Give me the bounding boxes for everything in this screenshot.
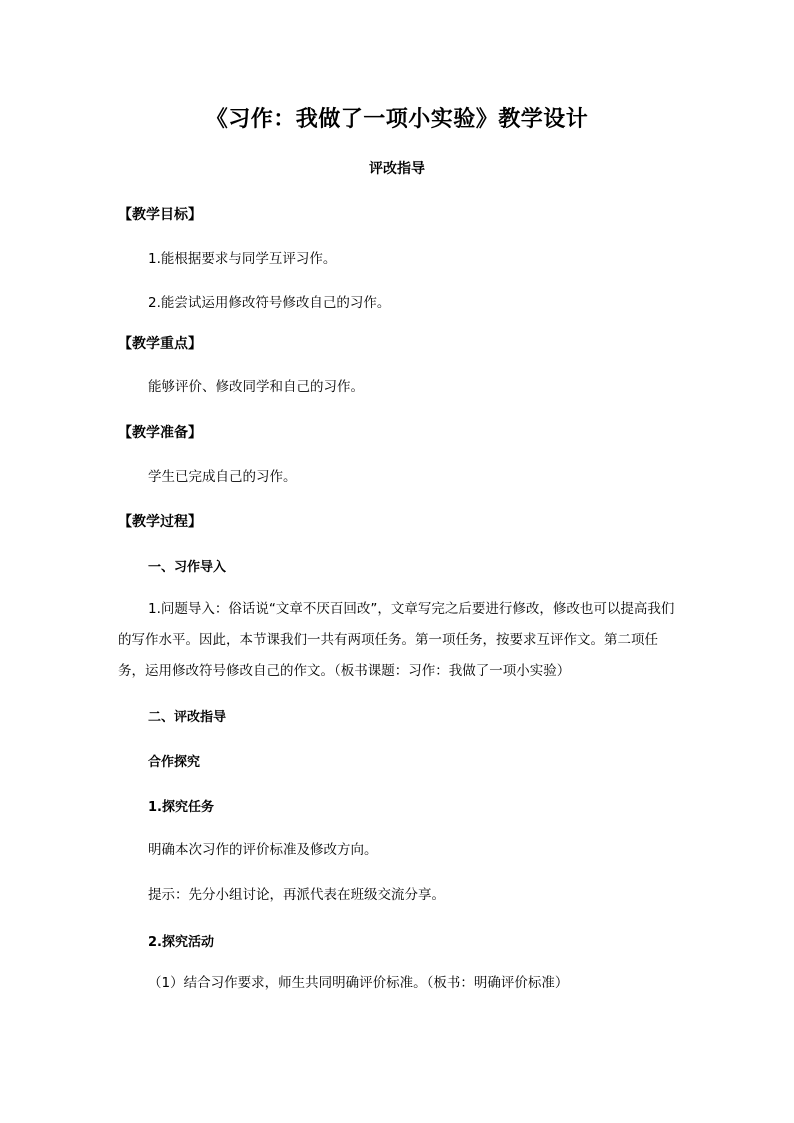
goal-item-2: 2.能尝试运用修改符号修改自己的习作。 — [148, 295, 391, 311]
step1-text: 1.问题导入：俗话说“文章不厌百回改”，文章写完之后要进行修改，修改也可以提高我们的写作水平。因此，本节课我们一共有两项任务。第一项任务，按要求互评作文。第二项任务，运用修改符号修改自己的作文。（板书课题：习作：我做了一项小实验） — [118, 601, 675, 679]
step2-heading: 二、评改指导 — [148, 710, 227, 725]
key-heading: 【教学重点】 — [118, 336, 202, 352]
coop-heading: 合作探究 — [148, 755, 201, 770]
document-title: 《习作：我做了一项小实验》教学设计 — [205, 107, 589, 132]
prep-text: 学生已完成自己的习作。 — [148, 469, 297, 485]
step1-heading: 一、习作导入 — [148, 560, 227, 575]
process-heading: 【教学过程】 — [118, 514, 202, 530]
activity-heading: 2.探究活动 — [148, 935, 214, 950]
activity-text: （1）结合习作要求，师生共同明确评价标准。（板书：明确评价标准） — [148, 975, 569, 991]
key-text: 能够评价、修改同学和自己的习作。 — [148, 379, 364, 395]
task-heading: 1.探究任务 — [148, 800, 214, 815]
goal-item-1: 1.能根据要求与同学互评习作。 — [148, 251, 337, 267]
goals-heading: 【教学目标】 — [118, 207, 202, 223]
prep-heading: 【教学准备】 — [118, 425, 202, 441]
task-text: 明确本次习作的评价标准及修改方向。 — [148, 842, 378, 858]
document-subtitle: 评改指导 — [369, 161, 425, 177]
hint-text: 提示：先分小组讨论，再派代表在班级交流分享。 — [148, 887, 445, 903]
